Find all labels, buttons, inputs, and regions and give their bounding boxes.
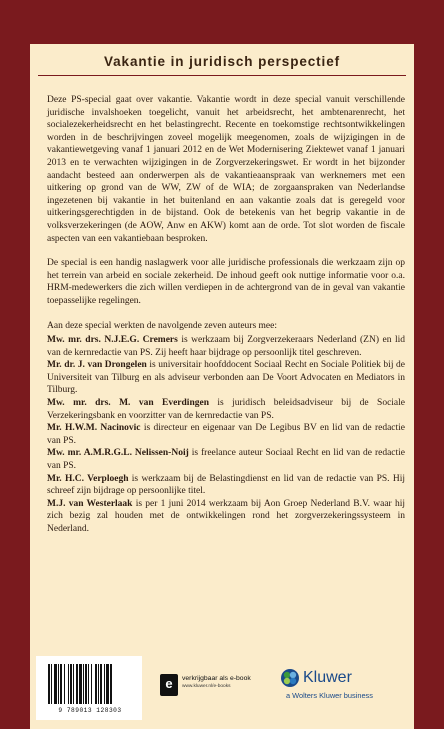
barcode-bar: [79, 664, 82, 704]
author-entry: [47, 498, 405, 536]
barcode-bar: [100, 664, 102, 704]
author-name: Mr. dr. J. van Drongelen: [47, 360, 147, 371]
author-description: is universitair hoofddocent Sociaal Recht en Sociale Politiek bij de Universiteit van Tilburg en als adviseur verbonden aan De Voort Advocaten en Mediators in Tilburg.: [47, 360, 405, 396]
author-description: is directeur en eigenaar van De Legibus BV en lid van de redactie van PS.: [47, 423, 405, 446]
barcode-bar: [70, 664, 72, 704]
author-name: Mr. H.C. Verploegh: [47, 473, 129, 484]
barcode-bar: [88, 664, 89, 704]
ebook-url: www.kluwer.nl/e-books: [182, 684, 231, 689]
back-cover-panel: [30, 44, 414, 729]
author-name: Mw. mr. drs. M. van Everdingen: [47, 398, 209, 409]
barcode-bar: [73, 664, 74, 704]
kluwer-logo-icon: [280, 668, 300, 688]
author-entry: [47, 447, 405, 472]
author-name: M.J. van Westerlaak: [47, 498, 133, 509]
barcode-bar: [106, 664, 109, 704]
description-body: [47, 94, 405, 536]
barcode-bar: [68, 664, 69, 704]
barcode-bar: [110, 664, 112, 704]
barcode-bar: [76, 664, 78, 704]
barcode-number: 9 789013 128303: [58, 707, 122, 714]
author-description: is werkzaam bij de Belastingdienst en lid van de redactie van PS. Hij schreef zijn bijdrage op persoonlijke titel.: [47, 473, 405, 497]
author-description: is freelance auteur Sociaal Recht en lid van de redactie van PS.: [47, 448, 406, 472]
authors-section: [47, 320, 405, 536]
author-description: is juridisch beleidsadviseur bij de Sociale Verzekeringsbank en voorzitter van de kernredactie van PS.: [47, 398, 406, 421]
barcode-bar: [98, 664, 99, 704]
barcode-bar: [64, 664, 65, 704]
barcode-bar: [51, 664, 52, 704]
barcode-bar: [60, 664, 62, 704]
author-description: is werkzaam bij Zorgverzekeraars Nederland (ZN) en lid van de kernredactie van PS. Zij heeft haar bijdrage op persoonlijk titel geschreven.: [47, 335, 405, 358]
barcode-bar: [58, 664, 59, 704]
author-entry: [47, 334, 405, 359]
author-entry: [47, 397, 405, 422]
isbn-barcode: [36, 656, 142, 720]
ebook-badge: [160, 674, 260, 694]
author-name: Mw. mr. A.M.R.G.L. Nelissen-Noij: [47, 448, 189, 459]
publisher-name: Kluwer: [303, 669, 352, 686]
author-entry: [47, 422, 405, 447]
description-paragraph-1: Deze PS-special gaat over vakantie. Vakantie wordt in deze special vanuit verschillende juridische invalshoeken toegelicht, vanuit het arbeidsrecht, het ambtenarenrecht, het socialezekerheidsrecht en het belastingrecht. Recente en toekomstige rechtsontwikkelingen worden in de beschrijvingen zoveel mogelijk meegenomen, zoals de wijzigingen in de vakantiewetgeving vanaf 1 januari 2012 en de Wet Modernisering Ziektewet vanaf 1 januari 2013 en te verwachten wijzigingen in de Zorgverzekeringswet. Er wordt in het bijzonder aandacht besteed aan onderwerpen als de vakantieaanspraak van werknemers met een uitkering op grond van de WW, ZW of de WIA; de zorgaanspraken van Nederlandse ingezetenen bij vakantie in het buitenland en aan vakantie zoals dat is geregeld voor uitkeringsgerechtigden in de bijstand. Ook de betekenis van het begrip vakantie in de volksverzekeringen (de AOW, Anw en AKW) komt aan de orde. Tot slot worden de fiscale aspecten van een vakantiebaan besproken.: [47, 95, 405, 244]
barcode-bar: [48, 664, 50, 704]
publisher-tagline: a Wolters Kluwer business: [286, 691, 373, 700]
author-entry: [47, 473, 405, 498]
publisher-logo: [280, 666, 410, 716]
author-description: is per 1 juni 2014 werkzaam bij Aon Groep Nederland B.V. waar hij zich bezig zal houden met de ontwikkelingen rond het zorgverzekeringssysteem in Nederland.: [47, 498, 405, 534]
barcode-bar: [83, 664, 84, 704]
author-name: Mr. H.W.M. Nacinovic: [47, 423, 141, 434]
barcode-bar: [91, 664, 92, 704]
barcode-bars: [48, 664, 130, 704]
authors-intro: Aan deze special werkten de navolgende zeven auteurs mee:: [47, 320, 277, 331]
barcode-bar: [104, 664, 105, 704]
book-title: Vakantie in juridisch perspectief: [103, 54, 341, 69]
description-paragraph-2: De special is een handig naslagwerk voor alle juridische professionals die werkzaam zijn op het terrein van arbeid en sociale zekerheid. De inhoud geeft ook nuttige informatie voor o.a. HRM-medewerkers die zich willen verdiepen in de achtergrond van de in geval van vakantie toepasselijke regelingen.: [47, 258, 405, 306]
ebook-label: verkrijgbaar als e-book: [182, 675, 251, 682]
barcode-bar: [85, 664, 87, 704]
barcode-bar: [54, 664, 57, 704]
ebook-e-icon: e: [160, 674, 178, 696]
footer-logos: [30, 656, 414, 729]
author-name: Mw. mr. drs. N.J.E.G. Cremers: [47, 335, 178, 346]
author-entry: [47, 359, 405, 397]
title-divider: [38, 75, 406, 76]
barcode-bar: [95, 664, 97, 704]
